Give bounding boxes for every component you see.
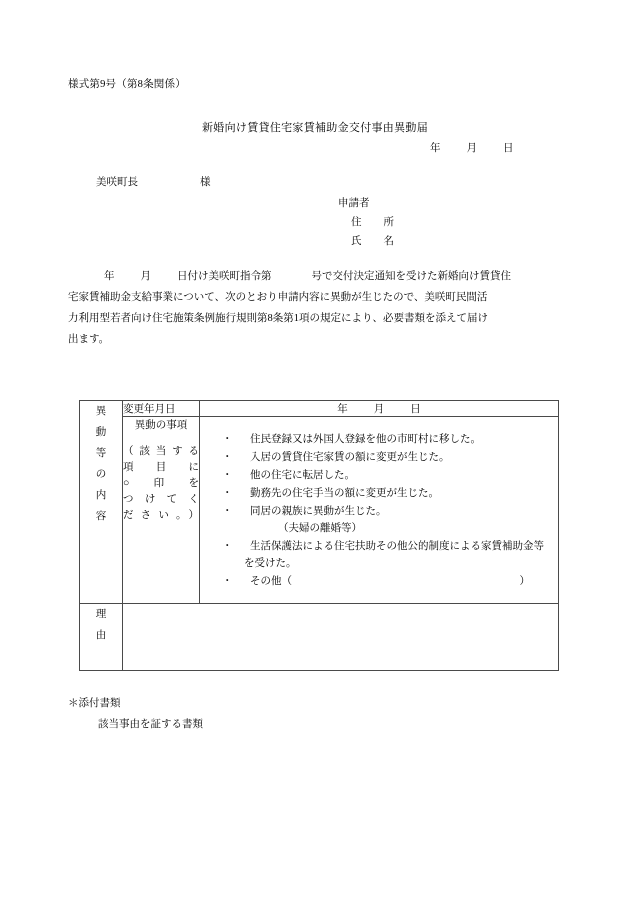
change-item-note	[123, 444, 199, 524]
applicant-name-label: 氏	[351, 236, 362, 247]
body-month-blank: 月	[140, 271, 151, 282]
addressee-name: 美咲町長	[96, 177, 138, 188]
attachments-heading: ＊添付書類	[68, 698, 121, 709]
change-item-list	[200, 417, 558, 603]
list-item-label: 他の住宅に転居した。	[250, 470, 355, 481]
reason-input-cell[interactable]	[123, 604, 559, 671]
bullet-icon: ・	[222, 434, 233, 445]
list-item-label: 入居の賃貸住宅家賃の額に変更が生じた。	[250, 452, 450, 463]
change-item-options-cell	[200, 417, 559, 604]
note-line-4: つ け て く	[123, 494, 199, 505]
list-item-label: 同居の親族に異動が生じた。	[250, 506, 387, 517]
change-date-input-cell[interactable]	[200, 401, 559, 417]
attachment-item: 該当事由を証する書類	[98, 719, 203, 730]
row-label-change-content	[80, 401, 123, 604]
body-line1-a: 日付け美咲町指令第	[177, 271, 272, 282]
list-item-label: 住民登録又は外国人登録を他の市町村に移した。	[250, 434, 481, 445]
list-item[interactable]	[222, 485, 548, 502]
list-item-label: 生活保護法による住宅扶助その他公的制度による家賃補助金等を受けた。	[244, 541, 544, 569]
addressee-honorific: 様	[200, 177, 211, 188]
change-item-header: 異動の事項	[134, 420, 188, 431]
change-date-month: 月	[373, 404, 385, 415]
submission-date-line	[430, 140, 514, 155]
list-item[interactable]	[222, 467, 548, 484]
note-line-5: ださい。）	[123, 510, 199, 521]
list-item[interactable]	[222, 449, 548, 466]
form-number: 様式第9号（第8条関係）	[68, 79, 186, 90]
vert-char-1: 異	[95, 406, 107, 417]
vert-char-2: 動	[95, 427, 107, 438]
change-date-header: 変更年月日	[123, 401, 200, 417]
vert-char-3: 等	[95, 448, 107, 459]
list-item-label: 勤務先の住宅手当の額に変更が生じた。	[250, 488, 439, 499]
vert-char-6: 容	[95, 511, 107, 522]
applicant-block	[338, 194, 394, 251]
bullet-icon: ・	[222, 541, 233, 552]
table-row-change-items	[80, 417, 559, 604]
list-item-subnote: （夫婦の離婚等）	[278, 523, 362, 534]
vert-char-reason-1: 理	[95, 609, 107, 620]
body-year-blank: 年	[104, 271, 115, 282]
applicant-address-row	[338, 213, 394, 232]
date-year-label: 年	[430, 143, 441, 154]
document-title: 新婚向け賃貸住宅家賃補助金交付事由異動届	[202, 122, 428, 134]
change-notification-table	[79, 400, 559, 671]
vert-char-reason-2: 由	[95, 630, 107, 641]
change-date-day: 日	[410, 404, 421, 415]
applicant-address-label-2: 所	[383, 217, 394, 228]
body-line3: 力利用型若者向け住宅施策条例施行規則第8条第1項の規定により、必要書類を添えて届け	[68, 313, 488, 324]
bullet-icon: ・	[222, 470, 233, 481]
addressee	[96, 174, 211, 189]
applicant-name-label-2: 名	[383, 236, 394, 247]
attachments-block	[68, 693, 203, 735]
vert-char-5: 内	[95, 490, 107, 501]
other-close-paren: ）	[519, 576, 530, 587]
note-line-1: （該当する	[123, 446, 199, 457]
body-line4: 出ます。	[68, 334, 110, 345]
list-item[interactable]	[222, 573, 548, 590]
applicant-name-row	[338, 232, 394, 251]
list-item[interactable]	[222, 431, 548, 448]
table-row-reason	[80, 604, 559, 671]
body-line2: 宅家賃補助金支給事業について、次のとおり申請内容に異動が生じたので、美咲町民間活	[68, 292, 488, 303]
list-item[interactable]	[222, 503, 548, 537]
list-item-label: その他（	[250, 576, 292, 587]
bullet-icon: ・	[222, 506, 233, 517]
applicant-heading: 申請者	[338, 198, 370, 209]
applicant-address-label: 住	[351, 217, 362, 228]
note-line-2: 項 目 に	[123, 462, 199, 473]
table-row-change-date	[80, 401, 559, 417]
vert-char-4: の	[95, 469, 107, 480]
bullet-icon: ・	[222, 452, 233, 463]
bullet-icon: ・	[222, 488, 233, 499]
list-item[interactable]	[222, 538, 548, 572]
row-label-reason	[80, 604, 123, 671]
date-month-label: 月	[466, 143, 477, 154]
body-line1-b: 号で交付決定通知を受けた新婚向け賃貸住	[311, 271, 511, 282]
change-date-year: 年	[337, 404, 348, 415]
bullet-icon: ・	[222, 576, 233, 587]
body-paragraph	[68, 266, 560, 350]
date-day-label: 日	[503, 143, 514, 154]
note-line-3: ○ 印 を	[123, 478, 199, 489]
change-item-label-cell	[123, 417, 200, 604]
